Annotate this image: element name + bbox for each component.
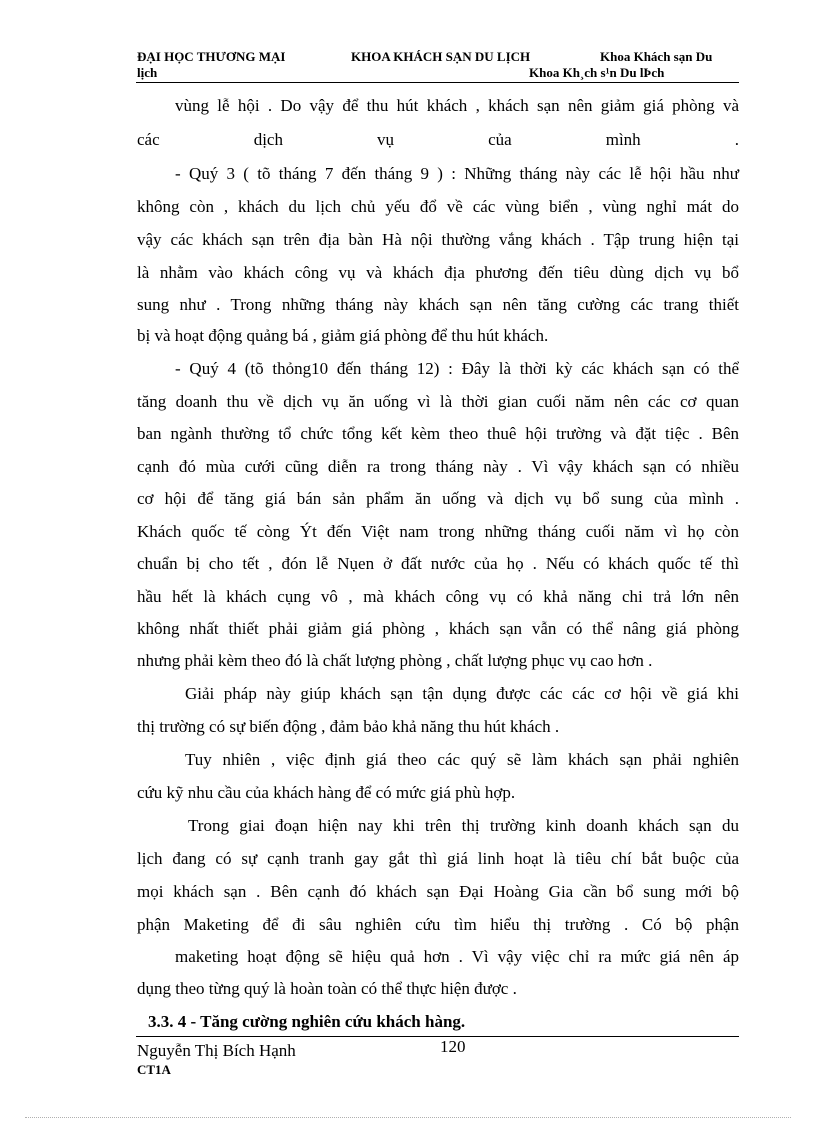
header-faculty: KHOA KHÁCH SẠN DU LỊCH [351,49,531,64]
body-line: cứu kỹ nhu cầu của khách hàng để có mức giá phù hợp. [137,783,516,802]
body-line: Khách quốc tế còng Ýt đến Việt nam trong những tháng cuối năm vì họ còn [137,522,739,541]
body-line: không còn , khách du lịch chủ yếu đổ về các vùng biển , vùng nghỉ mát do [137,197,739,216]
body-line: phận Maketing để đi sâu nghiên cứu tìm hiểu thị trường . Có bộ phận [137,915,739,934]
section-heading: 3.3. 4 - Tăng cường nghiên cứu khách hàng. [148,1012,466,1031]
header-university: ĐẠI HỌC THƯƠNG MẠI [137,49,286,64]
body-line: ban ngành thường tổ chức tổng kết kèm theo thuê hội trường và đặt tiệc . Bên [137,424,739,443]
page-number: 120 [440,1037,466,1056]
footer-class: CT1A [137,1062,171,1077]
body-line: tăng doanh thu về dịch vụ ăn uống vì là thời gian cuối năm nên các cơ quan [137,392,739,411]
body-line: hầu hết là khách cụng vô , mà khách công vụ có khả năng chi trả lớn nên [137,587,739,606]
header-faculty-garbled: Khoa Kh¸ch s¹n Du lÞch [529,65,665,80]
body-line: cạnh đó mùa cưới cũng diễn ra trong tháng này . Vì vậy khách sạn có nhiều [137,457,739,476]
body-line: - Quý 4 (tõ thỏng10 đến tháng 12) : Đây là thời kỳ các khách sạn có thể [175,359,739,378]
body-line: nhưng phải kèm theo đó là chất lượng phòng , chất lượng phục vụ cao hơn . [137,651,653,670]
body-line: thị trường có sự biến động , đảm bảo khả năng thu hút khách . [137,717,560,736]
body-line: chuẩn bị cho tết , đón lễ Nụen ở đất nước của họ . Nếu có khách quốc tế thì [137,554,739,573]
body-line: - Quý 3 ( tõ tháng 7 đến tháng 9 ) : Những tháng này các lễ hội hầu như [175,164,739,183]
header-faculty-wrap: lịch [137,65,158,80]
body-line: vậy các khách sạn trên địa bàn Hà nội thường vắng khách . Tập trung hiện tại [137,230,739,249]
body-line: lịch đang có sự cạnh tranh gay gắt thì giá linh hoạt là tiêu chí bắt buộc của [137,849,739,868]
body-line: bị và hoạt động quảng bá , giảm giá phòng để thu hút khách. [137,326,549,345]
body-line: dụng theo từng quý là hoàn toàn có thể thực hiện được . [137,979,517,998]
body-line: maketing hoạt động sẽ hiệu quả hơn . Vì vậy việc chỉ ra mức giá nên áp [175,947,739,966]
body-line: mọi khách sạn . Bên cạnh đó khách sạn Đại Hoàng Gia cần bổ sung mới bộ [137,882,739,901]
body-line: không nhất thiết phải giảm giá phòng , khách sạn vẫn có thể nâng giá phòng [137,619,739,638]
body-line: các dịch vụ của mình . [137,130,739,149]
footer-rule [136,1036,739,1037]
body-line: sung như . Trong những tháng này khách sạn nên tăng cường các trang thiết [137,295,739,314]
body-line: vùng lễ hội . Do vậy để thu hút khách , khách sạn nên giảm giá phòng và [175,96,739,115]
body-line: Tuy nhiên , việc định giá theo các quý sẽ làm khách sạn phải nghiên [185,750,739,769]
body-line: Trong giai đoạn hiện nay khi trên thị trường kinh doanh khách sạn du [188,816,739,835]
page-edge [25,1117,791,1118]
header-rule [136,82,739,83]
body-line: là nhằm vào khách công vụ và khách địa phương đến tiêu dùng dịch vụ bổ [137,263,739,282]
header-faculty-short: Khoa Khách sạn Du [600,49,713,64]
footer-author: Nguyễn Thị Bích Hạnh [137,1041,296,1060]
body-line: cơ hội để tăng giá bán sản phẩm ăn uống và dịch vụ bổ sung của mình . [137,489,739,508]
body-line: Giải pháp này giúp khách sạn tận dụng được các các cơ hội về giá khi [185,684,739,703]
